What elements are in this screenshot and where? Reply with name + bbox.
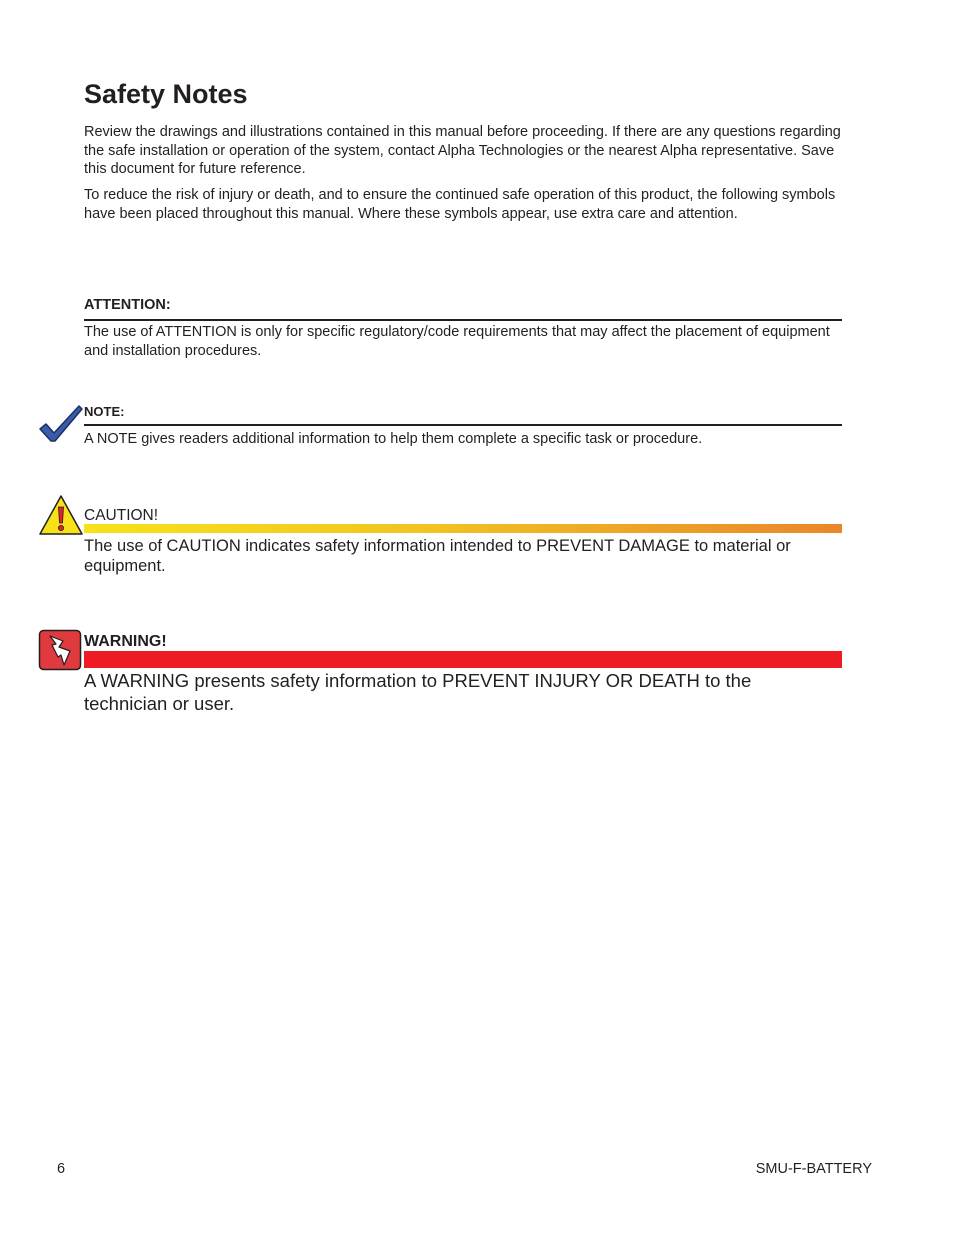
note-label: NOTE: [84,404,125,419]
intro-paragraph-1: Review the drawings and illustrations contained in this manual before proceeding. If there are any questions regarding the safe installation or operation of the system, contact Alpha Technologies or the nearest Alpha representative. Save this document for future reference. [84,124,841,177]
page-number: 6 [57,1161,66,1177]
attention-text: The use of ATTENTION is only for specific regulatory/code requirements that may affect the placement of equipment and installation procedures. [84,324,830,359]
page-title: Safety Notes [84,79,248,109]
caution-label: CAUTION! [84,507,159,524]
note-rule [84,424,842,426]
intro-paragraph-2: To reduce the risk of injury or death, and to ensure the continued safe operation of this product, the following symbols have been placed throughout this manual. Where these symbols appear, use extra care and attention. [84,187,836,222]
attention-label: ATTENTION: [84,297,171,313]
warning-bar [84,651,842,668]
note-text: A NOTE gives readers additional information to help them complete a specific task or procedure. [84,431,703,447]
caution-text: The use of CAUTION indicates safety information intended to PREVENT DAMAGE to material or equipment. [84,537,791,575]
caution-triangle-icon [38,494,84,536]
caution-bar [84,524,842,533]
checkmark-icon [38,402,84,444]
warning-label: WARNING! [84,633,167,650]
attention-rule [84,319,842,321]
lightning-warning-icon [38,629,82,671]
warning-text: A WARNING presents safety information to PREVENT INJURY OR DEATH to the technician or user. [84,670,752,714]
document-name: SMU-F-BATTERY [755,1161,872,1177]
